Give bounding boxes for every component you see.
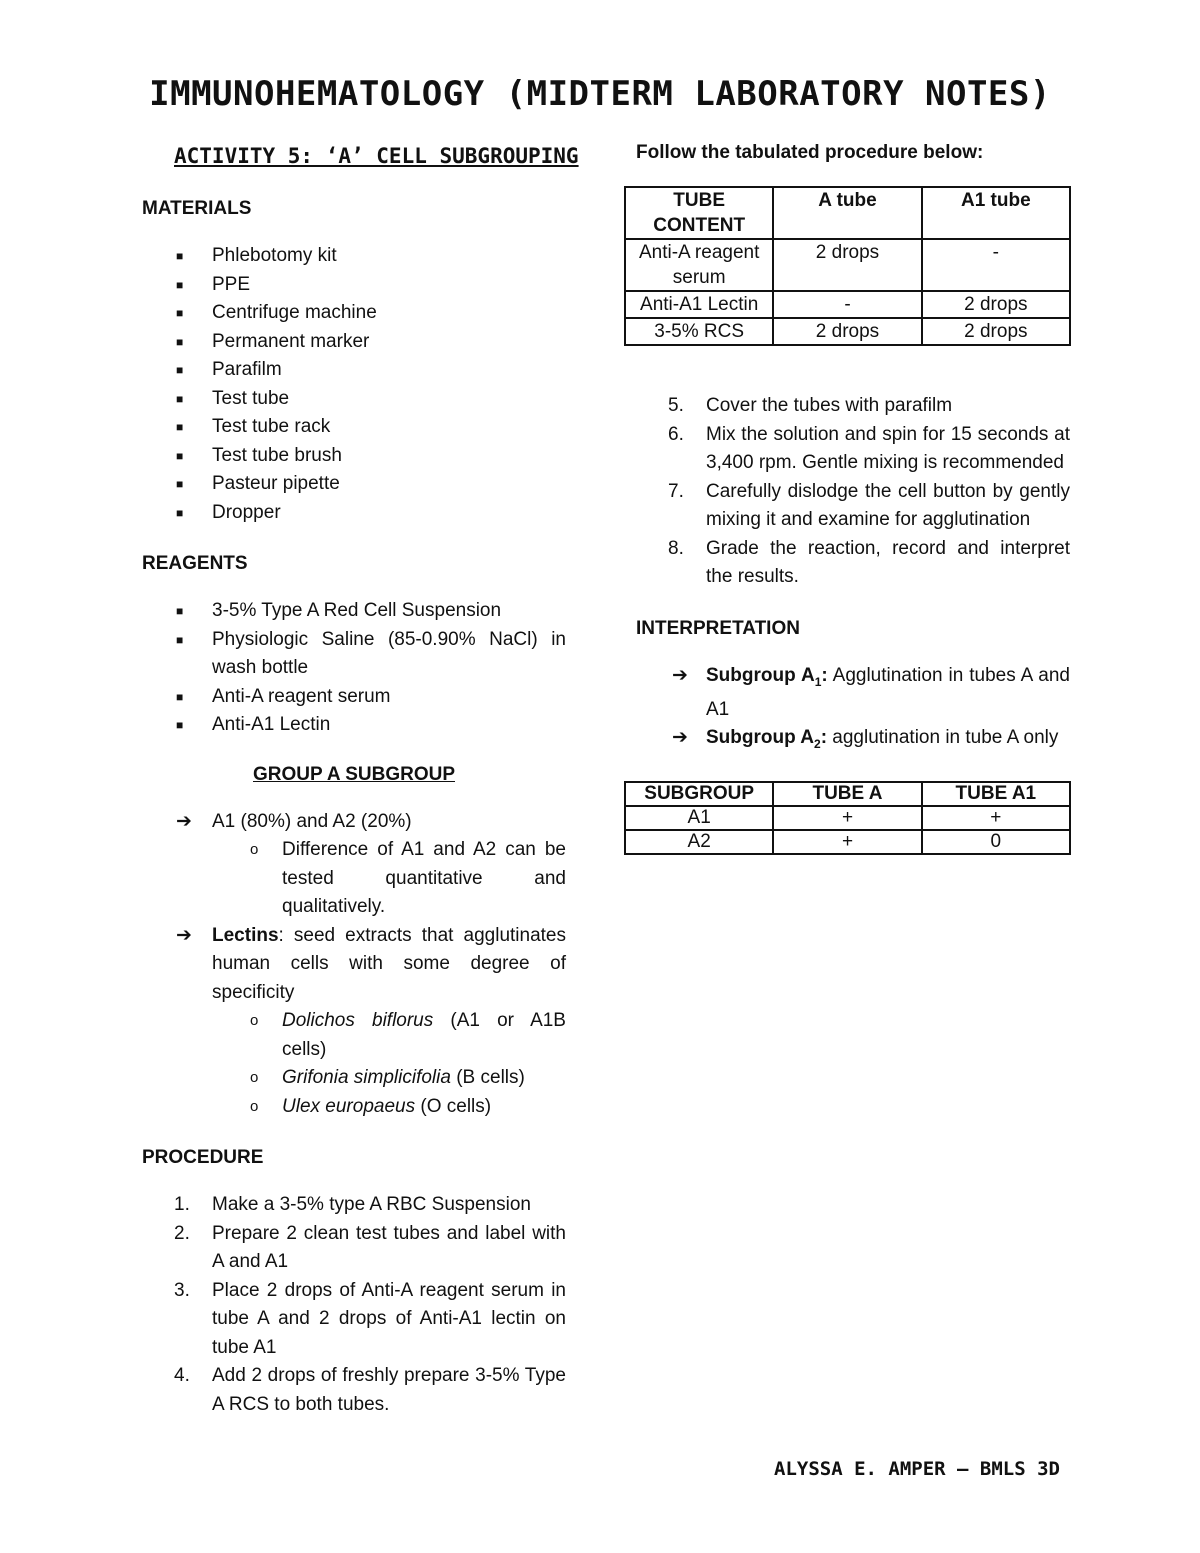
table-cell: Anti-A1 Lectin (625, 291, 773, 318)
table-row (625, 806, 1070, 830)
circle-bullet-icon: o (250, 841, 259, 858)
table-cell: 2 drops (773, 318, 921, 345)
list-item: 1. Make a 3-5% type A RBC Suspension (174, 1194, 531, 1215)
list-item: 4. Add 2 drops of freshly prepare 3-5% Type A RCS to both tubes. (174, 1365, 566, 1415)
table-cell: A1 (625, 806, 773, 830)
list-item: 6. Mix the solution and spin for 15 seconds at 3,400 rpm. Gentle mixing is recommended (668, 423, 1070, 473)
bullet-icon: ■ (176, 363, 184, 377)
bullet-icon: ■ (176, 718, 184, 732)
list-item: ■ Phlebotomy kit (142, 242, 566, 271)
procedure-table (624, 186, 1071, 346)
bullet-icon: ■ (176, 689, 184, 704)
arrow-icon: ➔ (672, 664, 688, 686)
bullet-icon: ■ (176, 604, 184, 618)
list-item: ■ Dropper (142, 499, 566, 528)
list-item: 7. Carefully dislodge the cell button by gently mixing it and examine for agglutination (668, 480, 1070, 530)
list-item: ➔ Lectins: seed extracts that agglutinates human cells with some degree of specificity (142, 922, 566, 1008)
arrow-icon: ➔ (672, 727, 688, 749)
list-item: 5. Cover the tubes with parafilm (668, 395, 953, 416)
reagents-list (142, 597, 566, 740)
tabulated-intro: Follow the tabulated procedure below: (636, 142, 984, 163)
column-header: TUBE A (773, 782, 921, 806)
list-item: ■ Anti-A1 Lectin (142, 711, 566, 740)
list-item: ■ Test tube brush (142, 442, 566, 471)
table-row (625, 239, 1070, 291)
list-item: ■ Permanent marker (142, 328, 566, 357)
table-header-row (625, 782, 1070, 806)
circle-bullet-icon: o (250, 1069, 259, 1086)
list-item: ■ Centrifuge machine (142, 299, 566, 328)
list-item: 8. Grade the reaction, record and interpret the results. (668, 537, 1070, 587)
group-a-heading: GROUP A SUBGROUP (253, 763, 455, 785)
activity-heading: ACTIVITY 5: ‘A’ CELL SUBGROUPING (174, 144, 579, 168)
left-column (142, 140, 579, 1419)
materials-list (142, 242, 566, 527)
list-item: ➔ Subgroup $A_2$: agglutination in tube A only (624, 724, 1070, 758)
column-header: TUBE CONTENT (625, 187, 773, 239)
bullet-icon: ■ (176, 632, 184, 647)
bullet-icon: ■ (176, 448, 184, 463)
table-cell: - (922, 239, 1070, 291)
bullet-icon: ■ (176, 334, 184, 349)
column-header: TUBE A1 (922, 782, 1070, 806)
procedure-steps (142, 1191, 566, 1419)
table-row (625, 291, 1070, 318)
list-item: o Dolichos biflorus (A1 or A1B cells) (212, 1007, 566, 1064)
list-item: ■ 3-5% Type A Red Cell Suspension (142, 597, 566, 626)
list-item: ➔ Subgroup $A_1$: Agglutination in tubes A and A1 (624, 662, 1070, 725)
right-column (624, 140, 1070, 855)
bullet-icon: ■ (176, 420, 184, 434)
table-row (625, 830, 1070, 854)
table-cell: A2 (625, 830, 773, 854)
table-cell: 2 drops (922, 291, 1070, 318)
lectins-list (142, 922, 566, 1008)
table-cell: 3-5% RCS (625, 318, 773, 345)
group-a-list (142, 808, 566, 837)
bullet-icon: ■ (176, 277, 184, 292)
bullet-icon: ■ (176, 306, 184, 320)
materials-heading: MATERIALS (142, 198, 252, 219)
bullet-icon: ■ (176, 505, 184, 520)
table-cell: + (773, 806, 921, 830)
table-cell: 2 drops (773, 239, 921, 291)
list-item: ■ Pasteur pipette (142, 470, 566, 499)
reagents-heading: REAGENTS (142, 553, 248, 574)
list-item: ■ Test tube rack (142, 413, 566, 442)
list-item: ■ Parafilm (142, 356, 566, 385)
list-item: 2. Prepare 2 clean test tubes and label with A and A1 (174, 1222, 566, 1272)
table-cell: Anti-A reagent serum (625, 239, 773, 291)
list-item: ➔ A1 (80%) and A2 (20%) (142, 808, 566, 837)
lectins-sublist (212, 1007, 566, 1121)
author-footer: ALYSSA E. AMPER – BMLS 3D (774, 1458, 1060, 1480)
table-cell: + (922, 806, 1070, 830)
list-item: o Grifonia simplicifolia (B cells) (212, 1064, 566, 1093)
procedure-heading: PROCEDURE (142, 1147, 264, 1168)
list-item: ■ Anti-A reagent serum (142, 683, 566, 712)
subgroup-table (624, 781, 1071, 855)
list-item: 3. Place 2 drops of Anti-A reagent serum in tube A and 2 drops of Anti-A1 lectin on tube A1 (174, 1279, 566, 1358)
column-header: A1 tube (922, 187, 1070, 239)
interpretation-list (624, 662, 1070, 759)
list-item: o Difference of A1 and A2 can be tested quantitative and qualitatively. (212, 836, 566, 922)
arrow-icon: ➔ (176, 810, 192, 832)
bullet-icon: ■ (176, 391, 184, 406)
column-header: A tube (773, 187, 921, 239)
table-row (625, 318, 1070, 345)
group-a-sublist (212, 836, 566, 922)
table-cell: 0 (922, 830, 1070, 854)
list-item: o Ulex europaeus (O cells) (212, 1093, 566, 1122)
column-header: SUBGROUP (625, 782, 773, 806)
circle-bullet-icon: o (250, 1097, 259, 1115)
table-header-row (625, 187, 1070, 239)
list-item: ■ Physiologic Saline (85-0.90% NaCl) in wash bottle (142, 626, 566, 683)
table-cell: + (773, 830, 921, 854)
table-cell: - (773, 291, 921, 318)
list-item: ■ Test tube (142, 385, 566, 414)
bullet-icon: ■ (176, 477, 184, 491)
arrow-icon: ➔ (176, 924, 192, 946)
bullet-icon: ■ (176, 249, 184, 263)
procedure-steps-continued (624, 392, 1070, 592)
page-title: IMMUNOHEMATOLOGY (MIDTERM LABORATORY NOTES) (149, 74, 1051, 114)
interpretation-heading: INTERPRETATION (636, 617, 800, 639)
circle-bullet-icon: o (250, 1012, 259, 1029)
table-cell: 2 drops (922, 318, 1070, 345)
list-item: ■ PPE (142, 271, 566, 300)
